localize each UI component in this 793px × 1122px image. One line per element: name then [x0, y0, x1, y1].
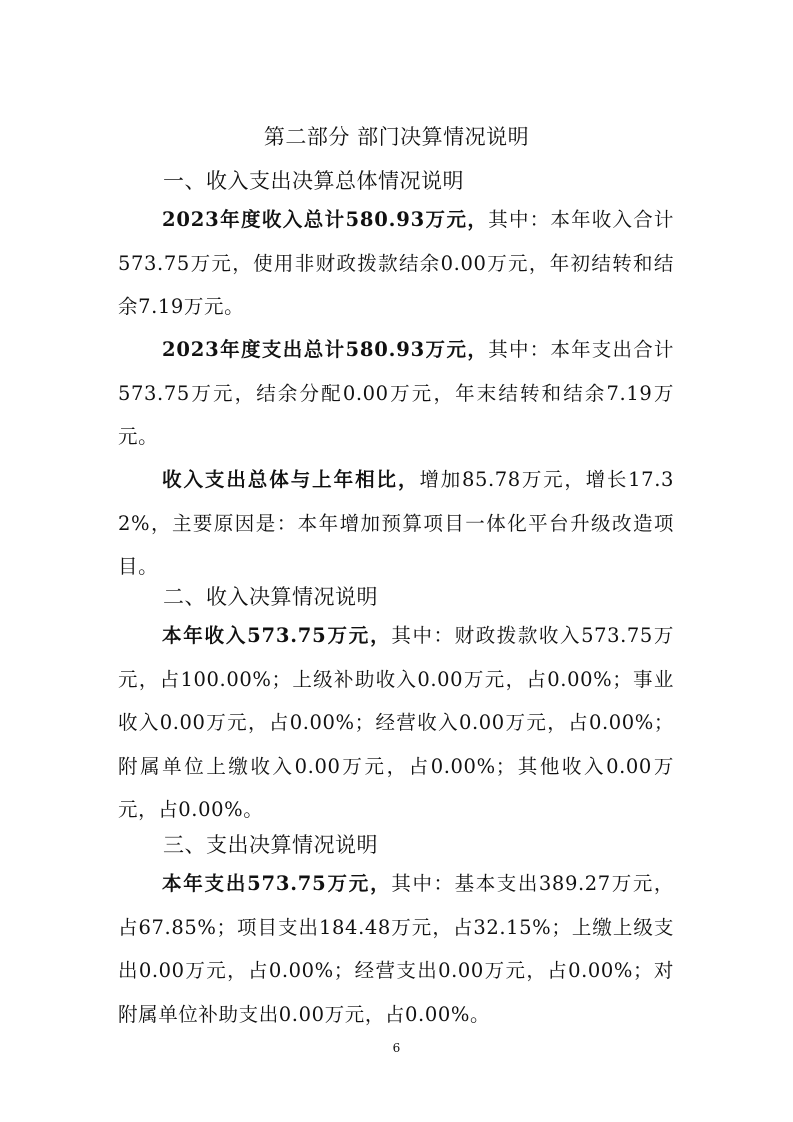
paragraph-total-expenditure	[118, 328, 674, 459]
paragraph-expenditure-detail	[118, 862, 674, 1036]
paragraph-lead: 本年收入573.75万元，	[162, 624, 392, 647]
paragraph-body: 其中：本年支出合计573.75万元，结余分配0.00万元，年末结转和结余7.19万元。	[118, 338, 675, 448]
page-title: 第二部分 部门决算情况说明	[263, 125, 530, 149]
paragraph-body: 其中：本年收入合计573.75万元，使用非财政拨款结余0.00万元，年初结转和结余7.19万元。	[118, 208, 675, 318]
page-number: 6	[392, 1041, 401, 1055]
paragraph-lead: 2023年度收入总计580.93万元，	[162, 208, 489, 231]
paragraph-body: 增加85.78万元，增长17.32%，主要原因是：本年增加预算项目一体化平台升级改造项目。	[118, 468, 674, 578]
section-heading-expenditure: 三、支出决算情况说明	[163, 833, 378, 857]
paragraph-lead: 收入支出总体与上年相比，	[162, 468, 420, 491]
paragraph-lead: 2023年度支出总计580.93万元，	[162, 338, 489, 361]
paragraph-year-comparison	[118, 458, 674, 589]
paragraph-total-income	[118, 198, 674, 329]
section-heading-income: 二、收入决算情况说明	[163, 585, 378, 609]
paragraph-lead: 本年支出573.75万元，	[162, 872, 392, 895]
paragraph-income-detail	[118, 614, 674, 832]
section-heading-overview: 一、收入支出决算总体情况说明	[163, 169, 464, 193]
paragraph-body: 其中：财政拨款收入573.75万元，占100.00%；上级补助收入0.00万元，占0.00%；事业收入0.00万元，占0.00%；经营收入0.00万元，占0.00%；附属单位上缴收入0.00万元，占0.00%；其他收入0.00万元，占0.00%。	[118, 624, 674, 821]
paragraph-body: 其中：基本支出389.27万元，占67.85%；项目支出184.48万元，占32.15%；上缴上级支出0.00万元，占0.00%；经营支出0.00万元，占0.00%；对附属单位补助支出0.00万元，占0.00%。	[118, 872, 674, 1026]
